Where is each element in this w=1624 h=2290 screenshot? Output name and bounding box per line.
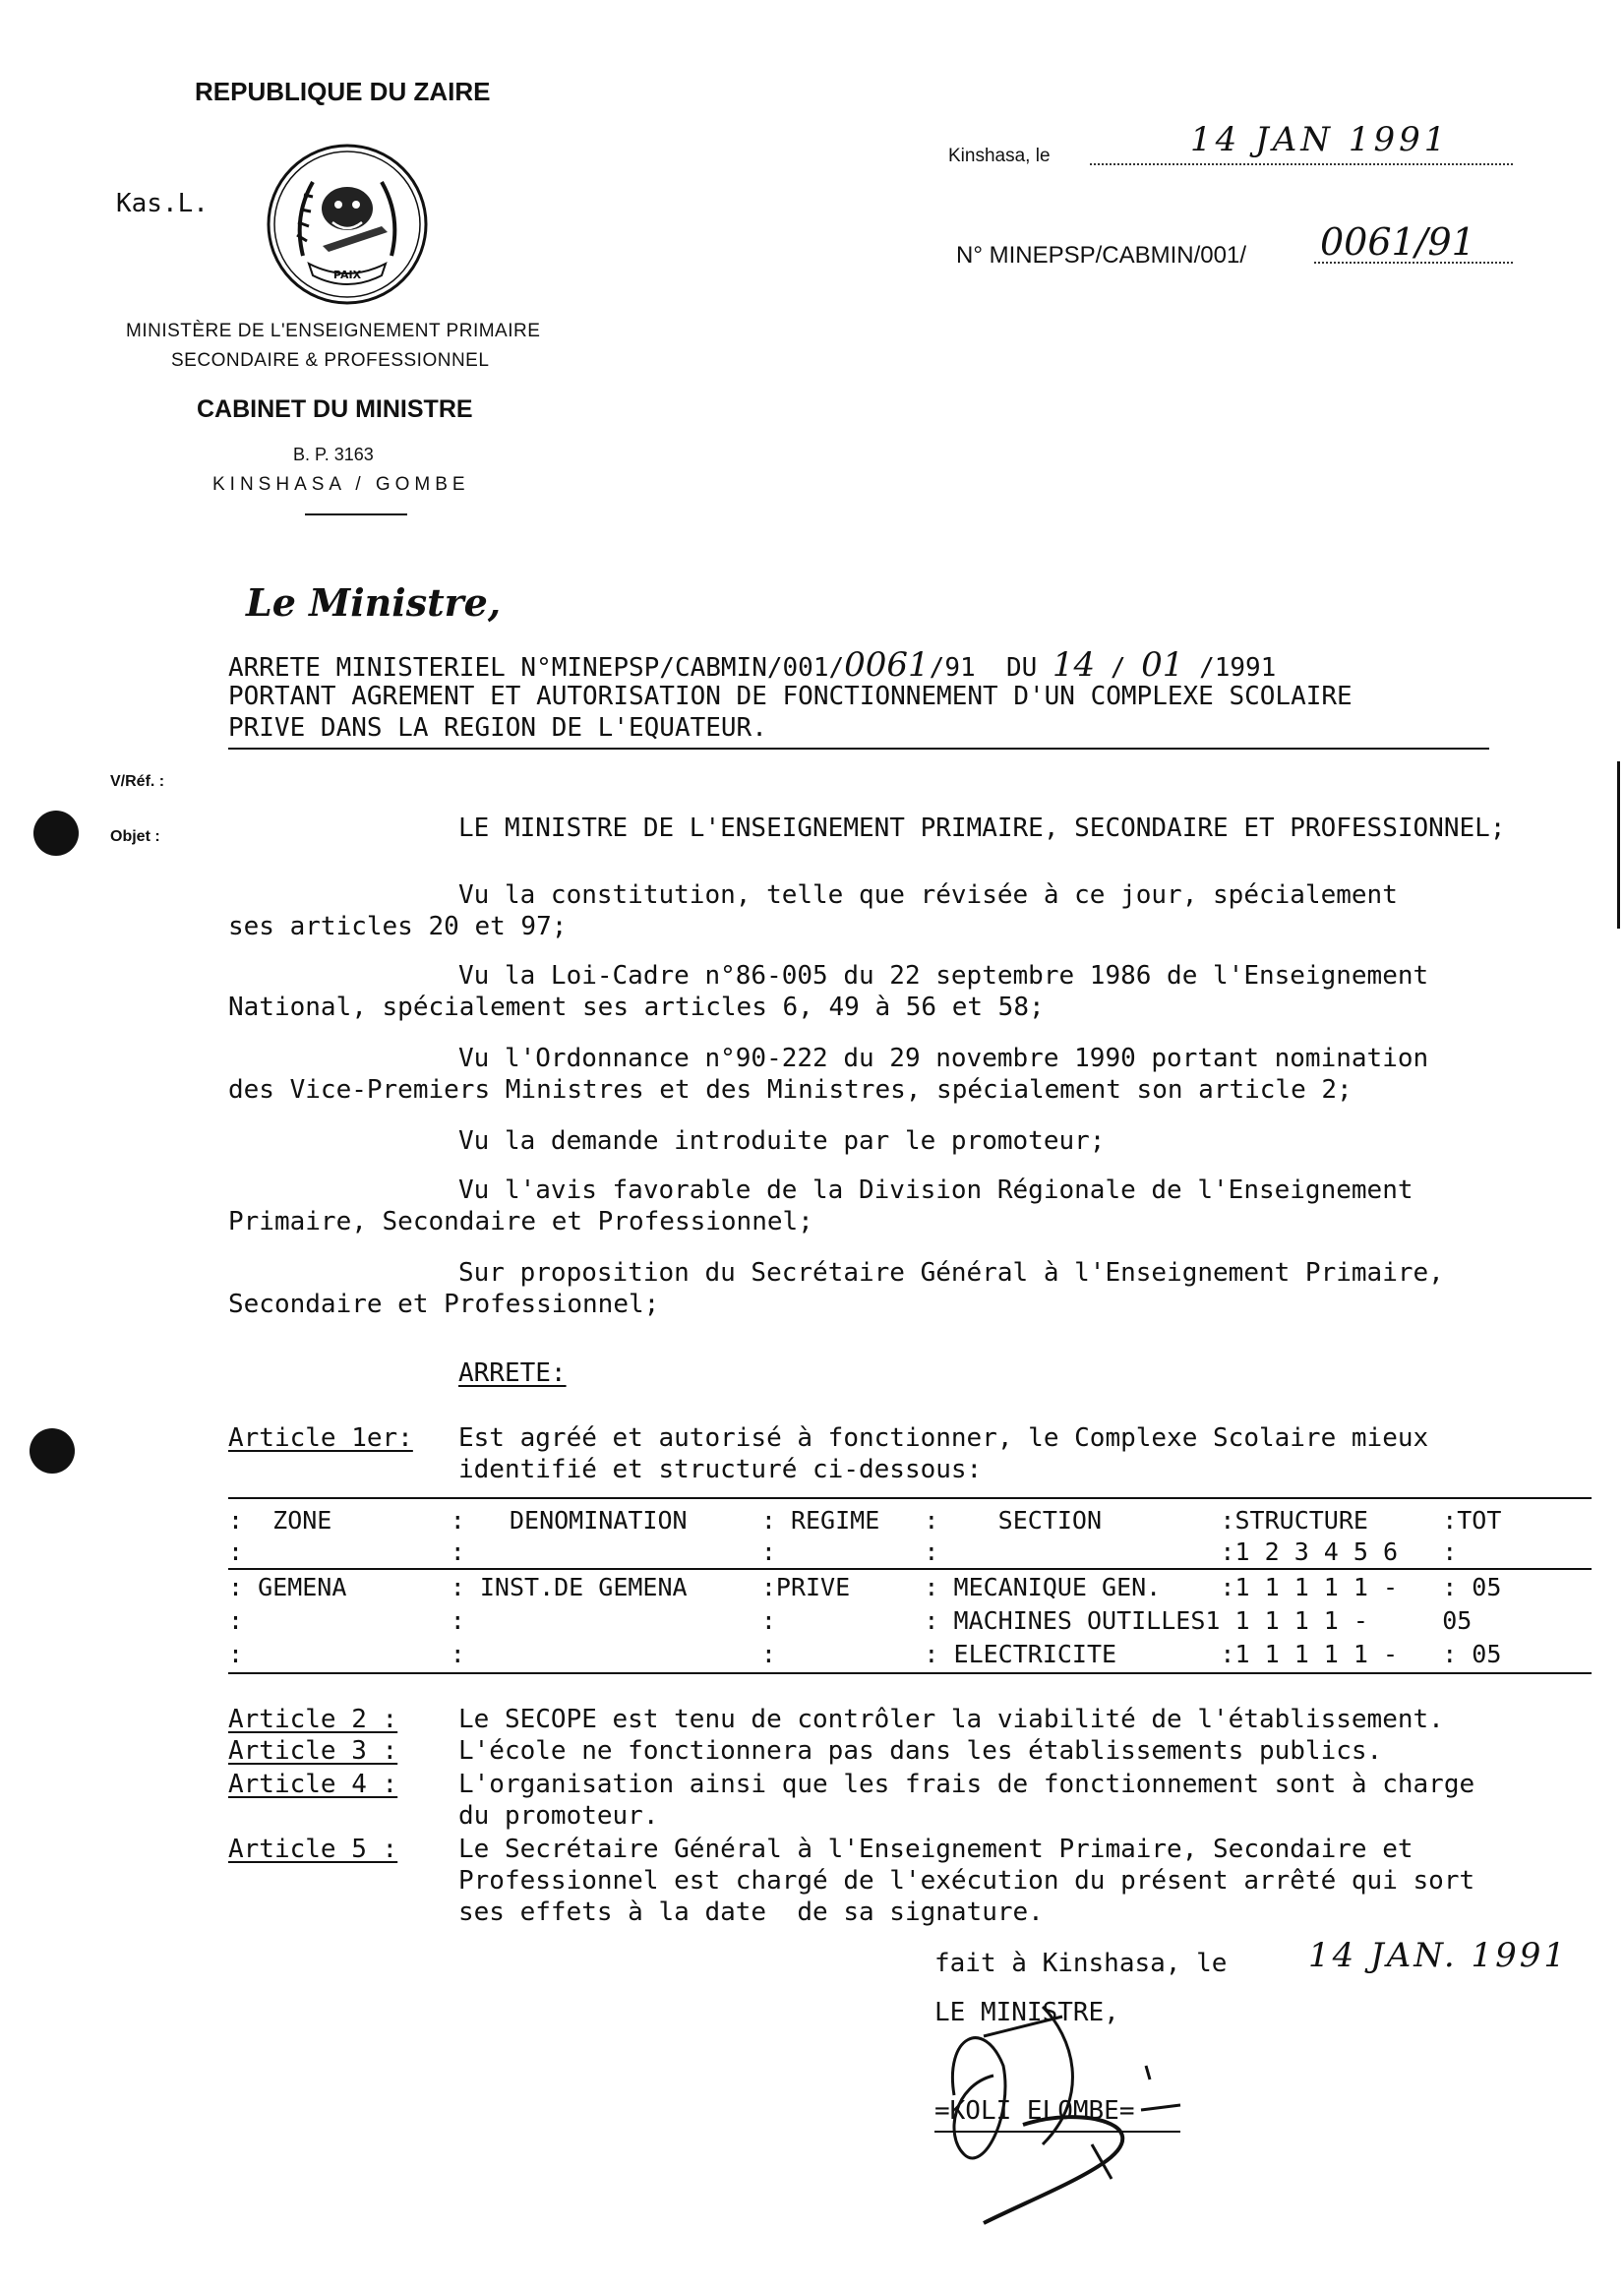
- vu-avis-b: Primaire, Secondaire et Professionnel;: [228, 1207, 813, 1236]
- vu-ordonnance-b: des Vice-Premiers Ministres et des Ministres, spécialement son article 2;: [228, 1075, 1353, 1105]
- article-5-text-a: Le Secrétaire Général à l'Enseignement Primaire, Secondaire et: [458, 1835, 1413, 1864]
- table-row: : GEMENA : INST.DE GEMENA :PRIVE : MECANIQUE GEN. :1 1 1 1 1 - : 05: [228, 1573, 1502, 1601]
- reference-number-label: N° MINEPSP/CABMIN/001/: [956, 242, 1247, 269]
- vu-demande: Vu la demande introduite par le promoteur;: [458, 1126, 1106, 1156]
- vu-avis-a: Vu l'avis favorable de la Division Régionale de l'Enseignement: [458, 1175, 1413, 1205]
- decree-day-handwritten: 14: [1052, 645, 1096, 685]
- signatory-name: =KOLI ELOMBE=: [934, 2096, 1135, 2126]
- place-date-label: Kinshasa, le: [948, 146, 1051, 166]
- sur-proposition-b: Secondaire et Professionnel;: [228, 1290, 660, 1319]
- vu-loi-cadre-a: Vu la Loi-Cadre n°86-005 du 22 septembre 1986 de l'Enseignement: [458, 961, 1429, 991]
- vu-constitution-a: Vu la constitution, telle que révisée à ce jour, spécialement: [458, 880, 1398, 910]
- article-5-text-c: ses effets à la date de sa signature.: [458, 1898, 1044, 1927]
- article-4-text-a: L'organisation ainsi que les frais de fonctionnement sont à charge: [458, 1770, 1475, 1799]
- decree-title-line2: PORTANT AGREMENT ET AUTORISATION DE FONCTIONNEMENT D'UN COMPLEXE SCOLAIRE: [228, 682, 1353, 711]
- arrete-heading: ARRETE:: [458, 1358, 567, 1388]
- article-2-label: Article 2 :: [228, 1705, 398, 1734]
- table-row: : : : : ELECTRICITE :1 1 1 1 1 - : 05: [228, 1640, 1502, 1668]
- signatory-title: LE MINISTRE,: [934, 1998, 1119, 2027]
- vu-loi-cadre-b: National, spécialement ses articles 6, 49 à 56 et 58;: [228, 993, 1045, 1022]
- po-box: B. P. 3163: [293, 445, 374, 464]
- objet-label: Objet :: [110, 828, 160, 845]
- article-1-label: Article 1er:: [228, 1423, 413, 1453]
- fait-a-kinshasa: fait à Kinshasa, le: [934, 1949, 1228, 1978]
- decree-number-mid: /91 DU: [929, 653, 1038, 683]
- article-5-label: Article 5 :: [228, 1835, 398, 1864]
- margin-mark: [1617, 761, 1620, 929]
- decree-title-line3: PRIVE DANS LA REGION DE L'EQUATEUR.: [228, 713, 767, 743]
- decree-number-prefix: ARRETE MINISTERIEL N°MINEPSP/CABMIN/001/: [228, 653, 845, 683]
- city-address: KINSHASA / GOMBE: [212, 474, 470, 495]
- reference-number-handwritten: 0061/91: [1320, 220, 1475, 264]
- vref-label: V/Réf. :: [110, 773, 165, 790]
- decree-year: /1991: [1199, 653, 1277, 683]
- table-bottom-rule: [228, 1672, 1592, 1674]
- decree-number-handwritten: 0061: [844, 645, 930, 685]
- secretary-initials: Kas.L.: [116, 189, 209, 218]
- cabinet-heading: CABINET DU MINISTRE: [197, 395, 473, 423]
- article-1-text-b: identifié et structuré ci-dessous:: [458, 1455, 983, 1484]
- ministry-name-line1: MINISTÈRE DE L'ENSEIGNEMENT PRIMAIRE: [126, 321, 541, 341]
- vu-constitution-b: ses articles 20 et 97;: [228, 912, 568, 941]
- sur-proposition-a: Sur proposition du Secrétaire Général à l'Enseignement Primaire,: [458, 1258, 1444, 1288]
- article-2-text: Le SECOPE est tenu de contrôler la viabilité de l'établissement.: [458, 1705, 1444, 1734]
- article-1-text-a: Est agréé et autorisé à fonctionner, le Complexe Scolaire mieux: [458, 1423, 1429, 1453]
- table-top-rule: [228, 1497, 1592, 1499]
- article-3-label: Article 3 :: [228, 1736, 398, 1766]
- punch-hole-bottom: [30, 1428, 75, 1474]
- ministry-name-line2: SECONDAIRE & PROFESSIONNEL: [171, 350, 490, 371]
- country-heading: REPUBLIQUE DU ZAIRE: [195, 77, 491, 106]
- salutation: Le Ministre,: [246, 580, 502, 625]
- national-seal-emblem: [264, 138, 431, 305]
- table-row: : : : : MACHINES OUTILLES1 1 1 1 1 - 05: [228, 1606, 1473, 1635]
- table-header-rule: [228, 1568, 1592, 1570]
- decree-date-slash: /: [1110, 653, 1126, 683]
- address-underline: [305, 513, 407, 515]
- title-separator: [228, 748, 1489, 750]
- punch-hole-top: [33, 811, 79, 856]
- article-4-text-b: du promoteur.: [458, 1801, 659, 1831]
- decree-title-line1: [228, 645, 1277, 685]
- table-header-row-2: : : : : :1 2 3 4 5 6 :: [228, 1537, 1458, 1566]
- date-stamp: 14 JAN 1991: [1190, 120, 1450, 159]
- article-4-label: Article 4 :: [228, 1770, 398, 1799]
- decree-month-handwritten: 01: [1141, 645, 1184, 685]
- closing-date-stamp: 14 JAN. 1991: [1308, 1936, 1568, 1975]
- article-3-text: L'école ne fonctionnera pas dans les établissements publics.: [458, 1736, 1383, 1766]
- minister-title-line: LE MINISTRE DE L'ENSEIGNEMENT PRIMAIRE, SECONDAIRE ET PROFESSIONNEL;: [458, 814, 1506, 843]
- vu-ordonnance-a: Vu l'Ordonnance n°90-222 du 29 novembre 1990 portant nomination: [458, 1044, 1429, 1073]
- article-5-text-b: Professionnel est chargé de l'exécution du présent arrêté qui sort: [458, 1866, 1475, 1896]
- table-header-row-1: : ZONE : DENOMINATION : REGIME : SECTION :STRUCTURE :TOT: [228, 1506, 1502, 1535]
- seal-motto: PAIX: [332, 269, 362, 281]
- date-dotted-line: [1090, 163, 1513, 165]
- handwritten-signature: [925, 1977, 1239, 2233]
